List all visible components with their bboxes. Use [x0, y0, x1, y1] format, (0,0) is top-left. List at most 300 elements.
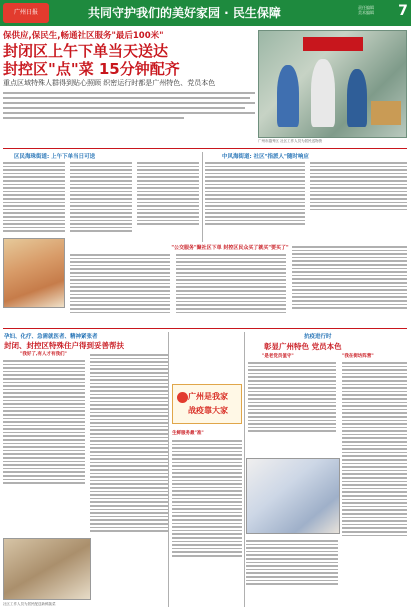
text-line: [3, 374, 85, 376]
text-line: [90, 447, 168, 449]
text-line: [90, 390, 168, 392]
text-line: [292, 307, 407, 309]
text-line: [137, 194, 199, 196]
page-banner-title: 共同守护我们的美好家园 · 民生保障: [88, 6, 281, 20]
text-line: [3, 202, 65, 204]
text-line: [176, 268, 286, 270]
text-line: [172, 451, 242, 453]
text-line: [70, 308, 170, 310]
text-line: [292, 282, 407, 284]
text-line: [3, 464, 85, 466]
lead-headline-line1: 封闭区上午下单当天送达: [3, 42, 169, 60]
text-line: [310, 202, 407, 204]
text-line: [70, 276, 170, 278]
text-line: [3, 439, 85, 441]
photo-figure: [277, 65, 299, 127]
text-line: [90, 527, 168, 529]
text-line: [176, 254, 286, 256]
text-line: [176, 297, 286, 299]
text-line: [205, 176, 305, 178]
section-title-haizhu: 区民海珠街道: 上午下单当日可送: [14, 154, 96, 160]
text-line: [248, 430, 336, 432]
article-column: [3, 160, 65, 238]
text-line: [292, 275, 407, 277]
text-line: [246, 554, 338, 556]
lower-right-headline: 彰显广州特色 党员本色: [264, 342, 342, 351]
text-line: [248, 416, 336, 418]
text-line: [3, 227, 65, 229]
article-column: [292, 244, 407, 324]
text-line: [90, 404, 168, 406]
article-column: [342, 360, 407, 604]
text-line: [310, 205, 407, 207]
text-line: [137, 198, 199, 200]
text-line: [246, 540, 338, 542]
text-line: [248, 398, 336, 400]
article-column: [70, 160, 132, 238]
text-line: [176, 301, 286, 303]
text-line: [3, 425, 85, 427]
text-line: [205, 194, 305, 196]
text-line: [3, 216, 65, 218]
editor-meta-line: 美术编辑: [358, 10, 374, 15]
text-line: [172, 498, 242, 500]
text-line: [3, 166, 65, 168]
text-line: [70, 202, 132, 204]
text-line: [172, 490, 242, 492]
text-line: [342, 527, 407, 529]
text-line: [3, 367, 85, 369]
text-line: [137, 184, 199, 186]
text-line: [90, 365, 168, 367]
text-line: [3, 396, 85, 398]
text-line: [248, 423, 336, 425]
text-line: [172, 494, 242, 496]
vegetables-photo: [3, 238, 65, 308]
text-line: [90, 412, 168, 414]
text-line: [3, 169, 65, 171]
text-line: [342, 513, 407, 515]
text-line: [310, 176, 407, 178]
text-line: [176, 312, 286, 314]
text-line: [70, 254, 170, 256]
text-line: [292, 246, 407, 248]
campaign-logo-line2: 战疫靠大家: [188, 406, 228, 415]
text-line: [342, 384, 407, 386]
text-line: [3, 173, 65, 175]
volunteer-photo: [3, 538, 91, 600]
text-line: [3, 475, 85, 477]
photo-crate: [371, 101, 401, 125]
text-line: [246, 558, 338, 560]
text-line: [137, 223, 199, 225]
text-line: [205, 220, 305, 222]
text-line: [342, 452, 407, 454]
text-line: [3, 482, 85, 484]
text-line: [3, 407, 85, 409]
text-line: [292, 293, 407, 295]
lead-headline-line2: 封控区"点"菜 15分钟配齐: [3, 60, 180, 78]
text-line: [172, 537, 242, 539]
text-line: [172, 533, 242, 535]
text-line: [137, 209, 199, 211]
text-line: [205, 162, 305, 164]
text-line: [310, 180, 407, 182]
campaign-logo: [172, 384, 242, 424]
page-number: 7: [398, 3, 408, 19]
lead-paragraph: [3, 90, 255, 136]
text-line: [90, 433, 168, 435]
text-line: [205, 166, 305, 168]
article-column: [172, 438, 242, 604]
text-line: [70, 191, 132, 193]
text-line: [90, 379, 168, 381]
box-title-b: "我在街坊阵营": [342, 354, 374, 359]
text-line: [70, 176, 132, 178]
text-line: [70, 286, 170, 288]
text-line: [248, 391, 336, 393]
text-line: [90, 383, 168, 385]
text-line: [70, 272, 170, 274]
text-line: [3, 191, 65, 193]
text-line: [310, 162, 407, 164]
text-line: [3, 471, 85, 473]
text-line: [310, 173, 407, 175]
text-line: [342, 495, 407, 497]
text-line: [172, 487, 242, 489]
text-line: [70, 198, 132, 200]
text-line: [3, 453, 85, 455]
text-line: [172, 501, 242, 503]
text-line: [70, 173, 132, 175]
text-line: [70, 180, 132, 182]
text-line: [292, 271, 407, 273]
text-line: [246, 551, 338, 553]
text-line: [342, 491, 407, 493]
text-line: [70, 216, 132, 218]
text-line: [342, 459, 407, 461]
text-line: [342, 416, 407, 418]
editor-meta-line: 责任编辑: [358, 5, 374, 10]
text-line: [90, 394, 168, 396]
text-line: [70, 227, 132, 229]
text-line: [137, 205, 199, 207]
text-line: [172, 544, 242, 546]
text-line: [172, 458, 242, 460]
text-line: [342, 455, 407, 457]
text-line: [3, 209, 65, 211]
text-line: [310, 198, 407, 200]
text-line: [3, 414, 85, 416]
text-line: [248, 366, 336, 368]
text-line: [172, 469, 242, 471]
lead-text-line: [3, 117, 184, 119]
text-line: [90, 458, 168, 460]
center-subhead: 生鲜服务最"准": [172, 431, 204, 436]
text-line: [248, 362, 336, 364]
column-rule: [168, 332, 169, 607]
text-line: [172, 551, 242, 553]
column-rule: [244, 332, 245, 607]
text-line: [342, 506, 407, 508]
text-line: [90, 368, 168, 370]
text-line: [342, 445, 407, 447]
text-line: [3, 360, 85, 362]
article-column: [90, 352, 168, 602]
text-line: [172, 512, 242, 514]
text-line: [248, 427, 336, 429]
text-line: [176, 279, 286, 281]
article-column: [137, 160, 199, 238]
text-line: [342, 502, 407, 504]
text-line: [310, 209, 407, 211]
text-line: [90, 509, 168, 511]
lead-photo: [258, 30, 407, 138]
section-divider: [3, 148, 407, 149]
newspaper-logo: 广州日报: [3, 3, 49, 23]
section-divider: [3, 328, 407, 329]
text-line: [342, 531, 407, 533]
text-line: [137, 166, 199, 168]
text-line: [90, 512, 168, 514]
text-line: [3, 468, 85, 470]
text-line: [342, 430, 407, 432]
article-column: [205, 160, 305, 238]
text-line: [172, 548, 242, 550]
text-line: [248, 420, 336, 422]
text-line: [90, 440, 168, 442]
text-line: [3, 198, 65, 200]
text-line: [292, 286, 407, 288]
text-line: [342, 441, 407, 443]
text-line: [3, 443, 85, 445]
text-line: [90, 519, 168, 521]
text-line: [205, 184, 305, 186]
text-line: [205, 198, 305, 200]
text-line: [248, 387, 336, 389]
text-line: [70, 169, 132, 171]
text-line: [90, 487, 168, 489]
box-title-a: "是老党员值守": [262, 354, 294, 359]
text-line: [90, 386, 168, 388]
lead-kicker: 保供应,保民生,畅通社区服务"最后100米": [3, 31, 164, 41]
text-line: [3, 230, 65, 232]
text-line: [3, 392, 85, 394]
text-line: [90, 473, 168, 475]
text-line: [246, 565, 338, 567]
text-line: [176, 294, 286, 296]
text-line: [90, 376, 168, 378]
text-line: [172, 505, 242, 507]
text-line: [172, 541, 242, 543]
text-line: [342, 398, 407, 400]
text-line: [3, 389, 85, 391]
text-line: [176, 265, 286, 267]
text-line: [90, 516, 168, 518]
text-line: [172, 476, 242, 478]
text-line: [205, 202, 305, 204]
article-column: [248, 360, 336, 456]
text-line: [292, 253, 407, 255]
text-line: [248, 369, 336, 371]
text-line: [3, 418, 85, 420]
text-line: [90, 422, 168, 424]
text-line: [292, 260, 407, 262]
text-line: [172, 523, 242, 525]
lead-text-line: [3, 107, 245, 109]
text-line: [3, 432, 85, 434]
text-line: [172, 519, 242, 521]
text-line: [205, 173, 305, 175]
text-line: [70, 265, 170, 267]
text-line: [176, 304, 286, 306]
text-line: [137, 180, 199, 182]
text-line: [342, 535, 407, 537]
text-line: [310, 194, 407, 196]
text-line: [70, 212, 132, 214]
text-line: [90, 476, 168, 478]
bottom-photo-caption: 社区工作人员为居民配送新鲜蔬菜: [3, 602, 56, 606]
text-line: [172, 508, 242, 510]
text-line: [70, 297, 170, 299]
text-line: [246, 576, 338, 578]
text-line: [3, 446, 85, 448]
text-line: [137, 191, 199, 193]
text-line: [90, 523, 168, 525]
text-line: [246, 569, 338, 571]
text-line: [3, 212, 65, 214]
text-line: [176, 308, 286, 310]
text-line: [90, 408, 168, 410]
text-line: [172, 526, 242, 528]
text-line: [70, 290, 170, 292]
text-line: [137, 202, 199, 204]
text-line: [342, 499, 407, 501]
text-line: [90, 505, 168, 507]
photo-figure: [347, 69, 367, 127]
text-line: [176, 261, 286, 263]
text-line: [90, 494, 168, 496]
text-line: [342, 427, 407, 429]
text-line: [70, 205, 132, 207]
text-line: [3, 450, 85, 452]
text-line: [246, 544, 338, 546]
text-line: [3, 194, 65, 196]
text-line: [342, 394, 407, 396]
text-line: [90, 451, 168, 453]
text-line: [292, 250, 407, 252]
text-line: [70, 279, 170, 281]
text-line: [205, 205, 305, 207]
text-line: [292, 296, 407, 298]
text-line: [342, 473, 407, 475]
text-line: [70, 304, 170, 306]
text-line: [90, 426, 168, 428]
lead-text-line: [3, 102, 255, 104]
text-line: [292, 300, 407, 302]
text-line: [70, 166, 132, 168]
text-line: [248, 376, 336, 378]
text-line: [70, 312, 170, 314]
article-column: [3, 358, 85, 534]
text-line: [3, 162, 65, 164]
text-line: [342, 423, 407, 425]
text-line: [90, 444, 168, 446]
photo-sign: [303, 37, 363, 51]
text-line: [205, 223, 305, 225]
text-line: [90, 469, 168, 471]
section-title-zhongfeng: 中风海街道: 社区"指派人"随时响应: [222, 154, 309, 160]
text-line: [137, 162, 199, 164]
text-line: [342, 362, 407, 364]
text-line: [3, 400, 85, 402]
text-line: [342, 369, 407, 371]
text-line: [172, 530, 242, 532]
text-line: [205, 216, 305, 218]
text-line: [342, 463, 407, 465]
lead-text-line: [3, 112, 255, 114]
text-line: [248, 373, 336, 375]
text-line: [248, 409, 336, 411]
text-line: [248, 394, 336, 396]
text-line: [246, 572, 338, 574]
text-line: [70, 283, 170, 285]
text-line: [342, 470, 407, 472]
text-line: [246, 580, 338, 582]
text-line: [248, 405, 336, 407]
text-line: [3, 378, 85, 380]
text-line: [342, 520, 407, 522]
text-line: [292, 278, 407, 280]
text-line: [90, 361, 168, 363]
text-line: [3, 385, 85, 387]
text-line: [90, 462, 168, 464]
lead-subhead: 重点区域特殊人群得到贴心照顾 织密运行时都是广州特色、党员本色: [3, 79, 216, 87]
text-line: [342, 448, 407, 450]
text-line: [70, 268, 170, 270]
text-line: [342, 387, 407, 389]
text-line: [342, 391, 407, 393]
text-line: [176, 283, 286, 285]
text-line: [246, 562, 338, 564]
text-line: [292, 268, 407, 270]
text-line: [205, 180, 305, 182]
text-line: [342, 376, 407, 378]
text-line: [342, 509, 407, 511]
text-line: [342, 437, 407, 439]
text-line: [3, 435, 85, 437]
text-line: [176, 286, 286, 288]
text-line: [3, 220, 65, 222]
text-line: [70, 194, 132, 196]
text-line: [342, 524, 407, 526]
text-line: [172, 472, 242, 474]
text-line: [90, 498, 168, 500]
text-line: [3, 187, 65, 189]
text-line: [90, 415, 168, 417]
text-line: [90, 397, 168, 399]
text-line: [310, 191, 407, 193]
text-line: [70, 261, 170, 263]
text-line: [137, 169, 199, 171]
text-line: [310, 169, 407, 171]
medical-staff-photo: [246, 458, 340, 534]
text-line: [3, 205, 65, 207]
text-line: [205, 209, 305, 211]
text-line: [342, 366, 407, 368]
text-line: [176, 258, 286, 260]
text-line: [172, 454, 242, 456]
